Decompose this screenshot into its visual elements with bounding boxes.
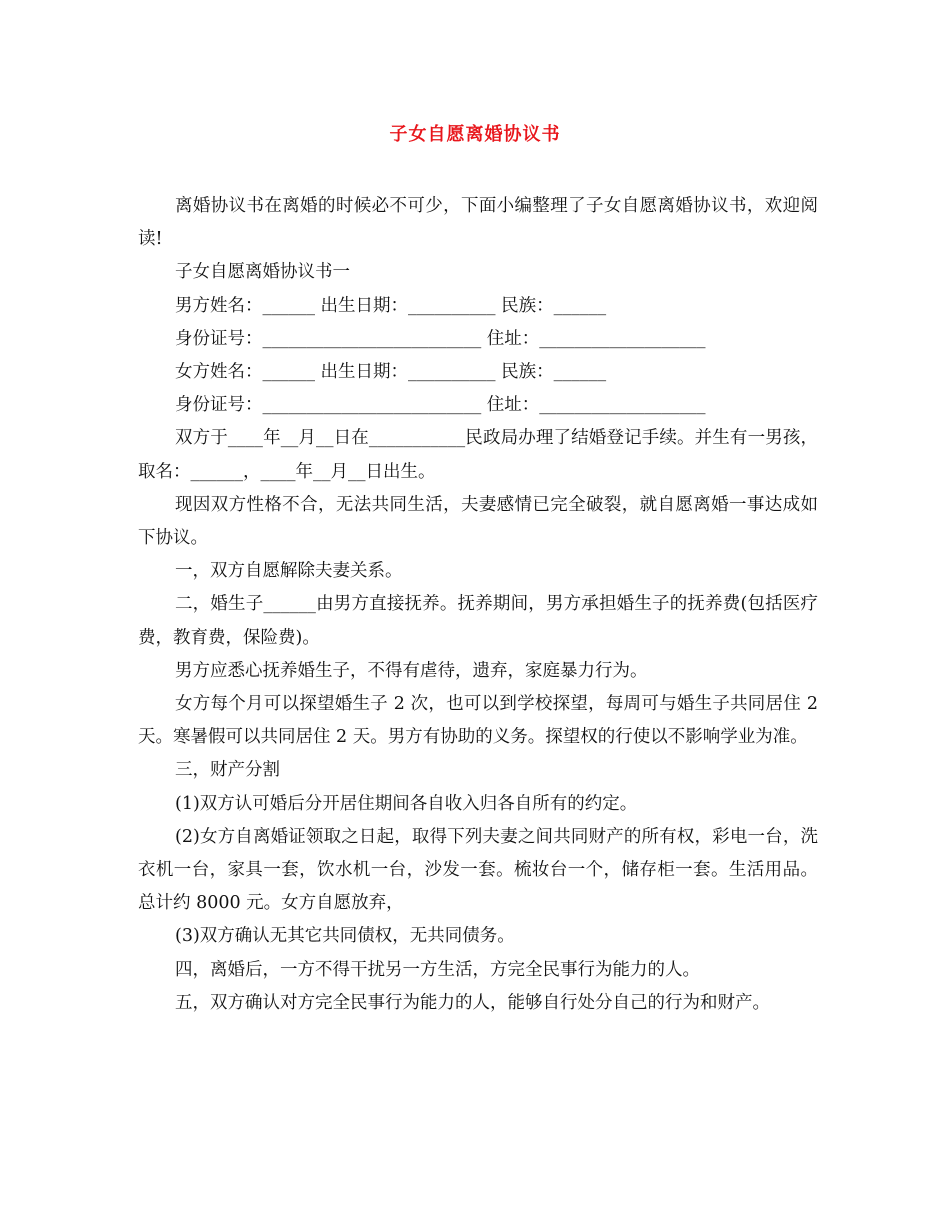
field-line-husband-id-address: 身份证号：_________________________ 住址：___________________	[175, 328, 706, 349]
clause-three-item-1: (1)双方认可婚后分开居住期间各自收入归各自所有的约定。	[175, 793, 638, 814]
section-heading-agreement-one: 子女自愿离婚协议书一	[175, 262, 350, 283]
clause-two: 二，婚生子______由男方直接抚养。抚养期间，男方承担婚生子的抚养费(包括医疗费，教育费，保险费)。	[138, 594, 818, 648]
clause-three-item-3: (3)双方确认无其它共同债权，无共同债务。	[175, 926, 515, 947]
document-title: 子女自愿离婚协议书	[389, 124, 561, 145]
paragraph-custody-duty: 男方应悉心抚养婚生子，不得有虐待，遗弃，家庭暴力行为。	[175, 660, 648, 681]
clause-four: 四，离婚后，一方不得干扰另一方生活，方完全民事行为能力的人。	[175, 959, 700, 980]
paragraph-intro: 离婚协议书在离婚的时候必不可少，下面小编整理了子女自愿离婚协议书，欢迎阅读!	[138, 196, 818, 250]
clause-three-heading: 三，财产分割	[175, 760, 280, 781]
field-line-husband-info: 男方姓名：______ 出生日期：__________ 民族：______	[175, 295, 607, 316]
clause-one: 一，双方自愿解除夫妻关系。	[175, 561, 403, 582]
document-body	[138, 190, 824, 1020]
paragraph-reason: 现因双方性格不合，无法共同生活，夫妻感情已完全破裂，就自愿离婚一事达成如下协议。	[138, 494, 818, 549]
field-line-wife-info: 女方姓名：______ 出生日期：__________ 民族：______	[175, 362, 607, 383]
clause-five: 五，双方确认对方完全民事行为能力的人，能够自行处分自己的行为和财产。	[175, 992, 770, 1013]
paragraph-visitation: 女方每个月可以探望婚生子 2 次，也可以到学校探望，每周可与婚生子共同居住 2 天。寒暑假可以共同居住 2 天。男方有协助的义务。探望权的行使以不影响学业为准。	[138, 694, 824, 748]
paragraph-marriage-registration: 双方于____年__月__日在___________民政局办理了结婚登记手续。并生有一男孩，取名：______，____年__月__日出生。	[138, 428, 818, 482]
clause-three-item-2: (2)女方自离婚证领取之日起，取得下列夫妻之间共同财产的所有权，彩电一台，洗衣机一台，家具一套，饮水机一台，沙发一套。梳妆台一个，储存柜一套。生活用品。总计约 8000 元。女方自愿放弃，	[138, 826, 818, 914]
field-line-wife-id-address: 身份证号：_________________________ 住址：___________________	[175, 395, 706, 416]
